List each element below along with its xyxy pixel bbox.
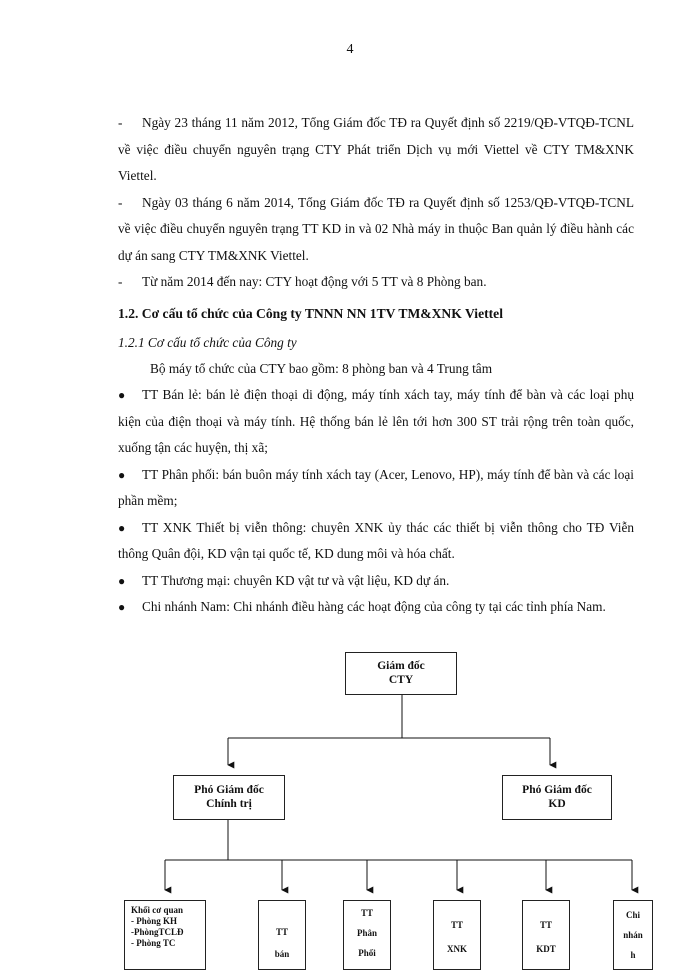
history-item: - Ngày 23 tháng 11 năm 2012, Tổng Giám đốc TĐ ra Quyết định số 2219/QĐ-VTQĐ-TCNL về việc điều chuyển nguyên trạng CTY Phát triển Dịch vụ mới Viettel về CTY TM&XNK Viettel. <box>118 115 634 183</box>
bullet-icon: ● <box>118 573 126 588</box>
retail-center-box: TT bán <box>258 900 306 970</box>
subsection-heading: 1.2.1 Cơ cấu tổ chức của Công ty <box>118 334 297 350</box>
distribution-center-box: TT Phân Phối <box>343 900 391 970</box>
bullet-item: ● TT Thương mại: chuyên KD vật tư và vật liệu, KD dự án. <box>118 568 634 595</box>
import-export-center-box: TT XNK <box>433 900 481 970</box>
director-box: Giám đốc CTY <box>345 652 457 695</box>
deputy-political-box: Phó Giám đốc Chính trị <box>173 775 285 820</box>
bullet-icon: ● <box>118 467 126 482</box>
history-item: - Từ năm 2014 đến nay: CTY hoạt động với 5 TT và 8 Phòng ban. <box>118 274 487 289</box>
page-number: 4 <box>346 42 354 57</box>
kdt-center-box: TT KDT <box>522 900 570 970</box>
section-heading: 1.2. Cơ cấu tổ chức của Công ty TNNN NN 1TV TM&XNK Viettel <box>118 305 503 321</box>
intro-paragraph: Bộ máy tổ chức của CTY bao gồm: 8 phòng ban và 4 Trung tâm <box>150 360 493 376</box>
bullet-icon: ● <box>118 600 126 614</box>
office-block-box: Khối cơ quan - Phòng KH -PhòngTCLĐ - Phòng TC <box>124 900 206 970</box>
bullet-item: ● TT XNK Thiết bị viễn thông: chuyên XNK ủy thác các thiết bị viễn thông cho TĐ Viễn thông Quân đội, KD vận tại quốc tế, KD dung môi và hóa chất. <box>118 515 634 568</box>
deputy-business-box: Phó Giám đốc KD <box>502 775 612 820</box>
history-item: - Ngày 03 tháng 6 năm 2014, Tổng Giám đốc TĐ ra Quyết định số 1253/QĐ-VTQĐ-TCNL về việc điều chuyển nguyên trạng TT KD in và 02 Nhà máy in thuộc Ban quản lý điều hành các dự án sang CTY TM&XNK Viettel. <box>118 194 634 263</box>
branch-box: Chi nhán h <box>613 900 653 970</box>
bullet-item: ● Chi nhánh Nam: Chi nhánh điều hàng các hoạt động của công ty tại các tỉnh phía Nam. <box>118 594 634 621</box>
bullet-icon: ● <box>118 520 126 535</box>
bullet-item: ● TT Phân phối: bán buôn máy tính xách tay (Acer, Lenovo, HP), máy tính để bàn và các loại phần mềm; <box>118 462 634 515</box>
bullet-item: ● TT Bán lẻ: bán lẻ điện thoại di động, máy tính xách tay, máy tính để bàn và các loại phụ kiện của điện thoại và máy tính. Hệ thống bán lẻ lên tới hơn 300 ST trải rộng trên toàn quốc, xuống tận các huyện, thị xã; <box>118 382 634 462</box>
bullet-icon: ● <box>118 388 126 402</box>
